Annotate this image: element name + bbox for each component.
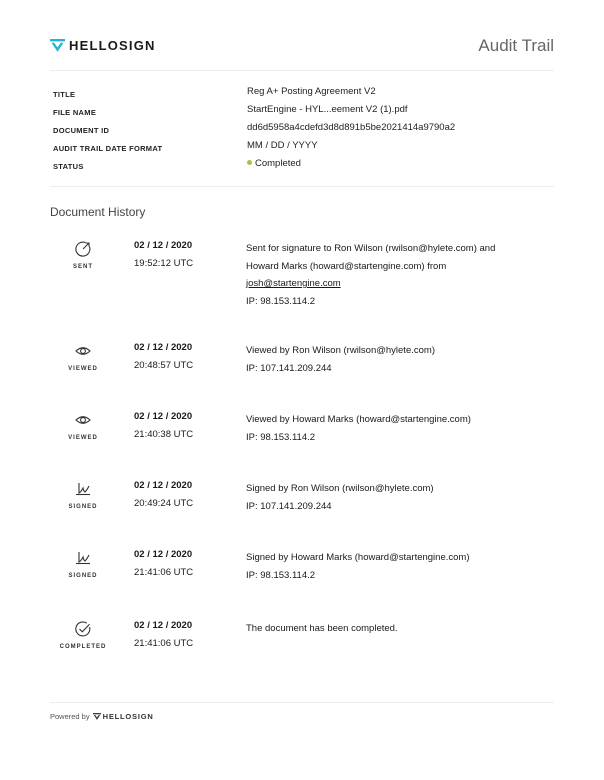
page-title: Audit Trail [478,36,554,55]
event-description [246,620,546,638]
meta-label: FILE NAME [53,108,97,117]
meta-label: DOCUMENT ID [53,126,110,135]
event-label: VIEWED [68,435,98,441]
event-label: COMPLETED [59,644,107,650]
event-description [246,549,546,584]
event-line: Viewed by Ron Wilson (rwilson@hylete.com) [246,345,435,356]
meta-row-date-format [53,140,553,158]
eye-icon [68,342,98,360]
event-time: 19:52:12 UTC [134,258,194,269]
event-time: 21:41:06 UTC [134,567,194,578]
meta-label: STATUS [53,162,84,171]
status-text: Completed [255,158,301,169]
meta-row-status [53,158,553,176]
event-line: Howard Marks (howard@startengine.com) from [246,260,447,272]
event-date: 02 / 12 / 2020 [134,549,193,560]
event-date: 02 / 12 / 2020 [134,620,193,631]
event-description [246,411,546,446]
event-ip: IP: 98.153.114.2 [246,569,316,581]
event-line: Viewed by Howard Marks (howard@startengine.com) [246,414,471,425]
logo-text: HELLOSIGN [69,38,156,53]
meta-row-file-name [53,104,553,122]
meta-value: StartEngine - HYL...eement V2 (1).pdf [247,104,408,115]
footer-divider [50,702,554,703]
event-time: 21:40:38 UTC [134,429,194,440]
event-ip: IP: 98.153.114.2 [246,431,316,443]
event-ip: IP: 107.141.209.244 [246,500,332,512]
event-line: Sent for signature to Ron Wilson (rwilson@hylete.com) and [246,243,496,254]
signature-icon [68,549,98,567]
event-line: Signed by Howard Marks (howard@startengine.com) [246,552,470,563]
event-date: 02 / 12 / 2020 [134,240,193,251]
meta-value: MM / DD / YYYY [247,140,318,151]
meta-row-document-id [53,122,553,140]
header-divider [50,70,554,71]
event-ip: IP: 98.153.114.2 [246,295,316,307]
status-dot-icon [247,160,252,165]
logo-bar-1 [50,39,65,41]
meta-row-title [53,86,553,104]
hellosign-small-logo-icon [93,713,101,720]
event-label: SIGNED [68,504,98,510]
meta-value [247,158,301,169]
powered-by-brand: HELLOSIGN [102,712,154,721]
event-description [246,240,546,310]
powered-by-text: Powered by [50,712,90,721]
event-line: Signed by Ron Wilson (rwilson@hylete.com) [246,483,434,494]
meta-label: TITLE [53,90,76,99]
event-ip: IP: 107.141.209.244 [246,362,332,374]
event-time: 21:41:06 UTC [134,638,194,649]
event-date: 02 / 12 / 2020 [134,411,193,422]
hellosign-logo-icon [50,39,65,52]
meta-value: Reg A+ Posting Agreement V2 [247,86,376,97]
event-time: 20:48:57 UTC [134,360,194,371]
event-label: VIEWED [68,366,98,372]
section-title: Document History [50,205,146,219]
event-description [246,342,546,377]
event-date: 02 / 12 / 2020 [134,342,193,353]
check-circle-icon [68,620,98,638]
logo-chevron [52,43,64,52]
send-icon [68,240,98,258]
event-time: 20:49:24 UTC [134,498,194,509]
event-date: 02 / 12 / 2020 [134,480,193,491]
meta-divider [50,186,554,187]
sender-email-link[interactable]: josh@startengine.com [246,278,341,289]
hellosign-logo [50,38,156,53]
meta-label: AUDIT TRAIL DATE FORMAT [53,144,163,153]
signature-icon [68,480,98,498]
meta-value: dd6d5958a4cdefd3d8d891b5be2021414a9790a2 [247,122,456,133]
event-label: SIGNED [68,573,98,579]
eye-icon [68,411,98,429]
event-description [246,480,546,515]
event-label: SENT [72,264,93,270]
powered-by [50,712,154,721]
event-line: The document has been completed. [246,623,398,634]
